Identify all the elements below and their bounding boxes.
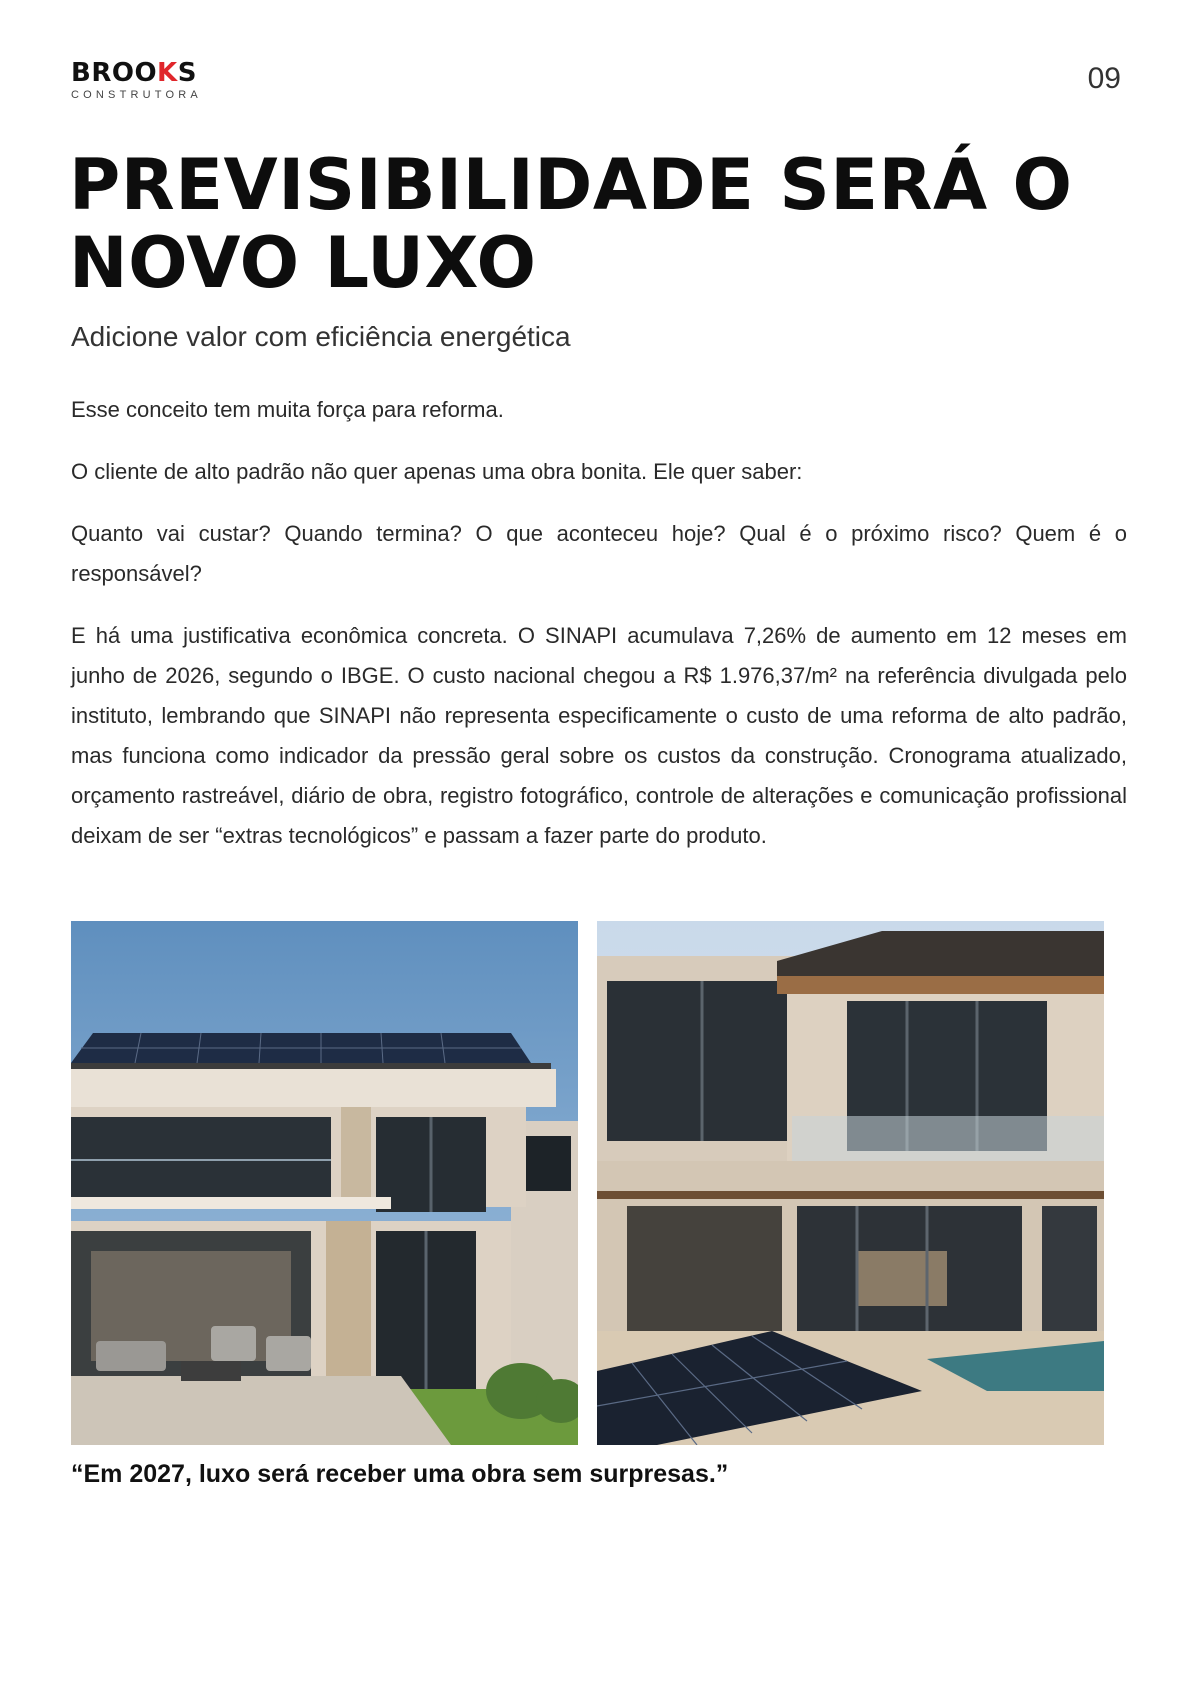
paragraph: Esse conceito tem muita força para reforma. — [71, 397, 504, 422]
paragraph: O cliente de alto padrão não quer apenas uma obra bonita. Ele quer saber: — [71, 459, 803, 484]
house-pool-solar-photo — [597, 921, 1104, 1445]
body-text — [71, 390, 1127, 878]
page-subtitle: Adicione valor com eficiência energética — [71, 321, 571, 352]
brand-logo — [71, 60, 202, 101]
house-solar-roof-photo — [71, 921, 578, 1445]
logo-wordmark: BROOKS — [71, 58, 197, 88]
paragraph: E há uma justificativa econômica concreta. O SINAPI acumulava 7,26% de aumento em 12 meses em junho de 2026, segundo o IBGE. O custo nacional chegou a R$ 1.976,37/m² na referência divulgada pelo instituto, lembrando que SINAPI não representa especificamente o custo de uma reforma de alto padrão, mas funciona como indicador da pressão geral sobre os custos da construção. Cronograma atualizado, orçamento rastreável, diário de obra, registro fotográfico, controle de alterações e comunicação profissional deixam de ser “extras tecnológicos” e passam a fazer parte do produto. — [71, 623, 1127, 848]
paragraph: Quanto vai custar? Quando termina? O que aconteceu hoje? Qual é o próximo risco? Quem é o responsável? — [71, 521, 1127, 586]
closing-quote: “Em 2027, luxo será receber uma obra sem surpresas.” — [71, 1460, 729, 1488]
page-number: 09 — [1087, 62, 1121, 95]
page-title: PREVISIBILIDADE SERÁ O NOVO LUXO — [69, 144, 1073, 304]
logo-subtitle: CONSTRUTORA — [71, 89, 202, 101]
